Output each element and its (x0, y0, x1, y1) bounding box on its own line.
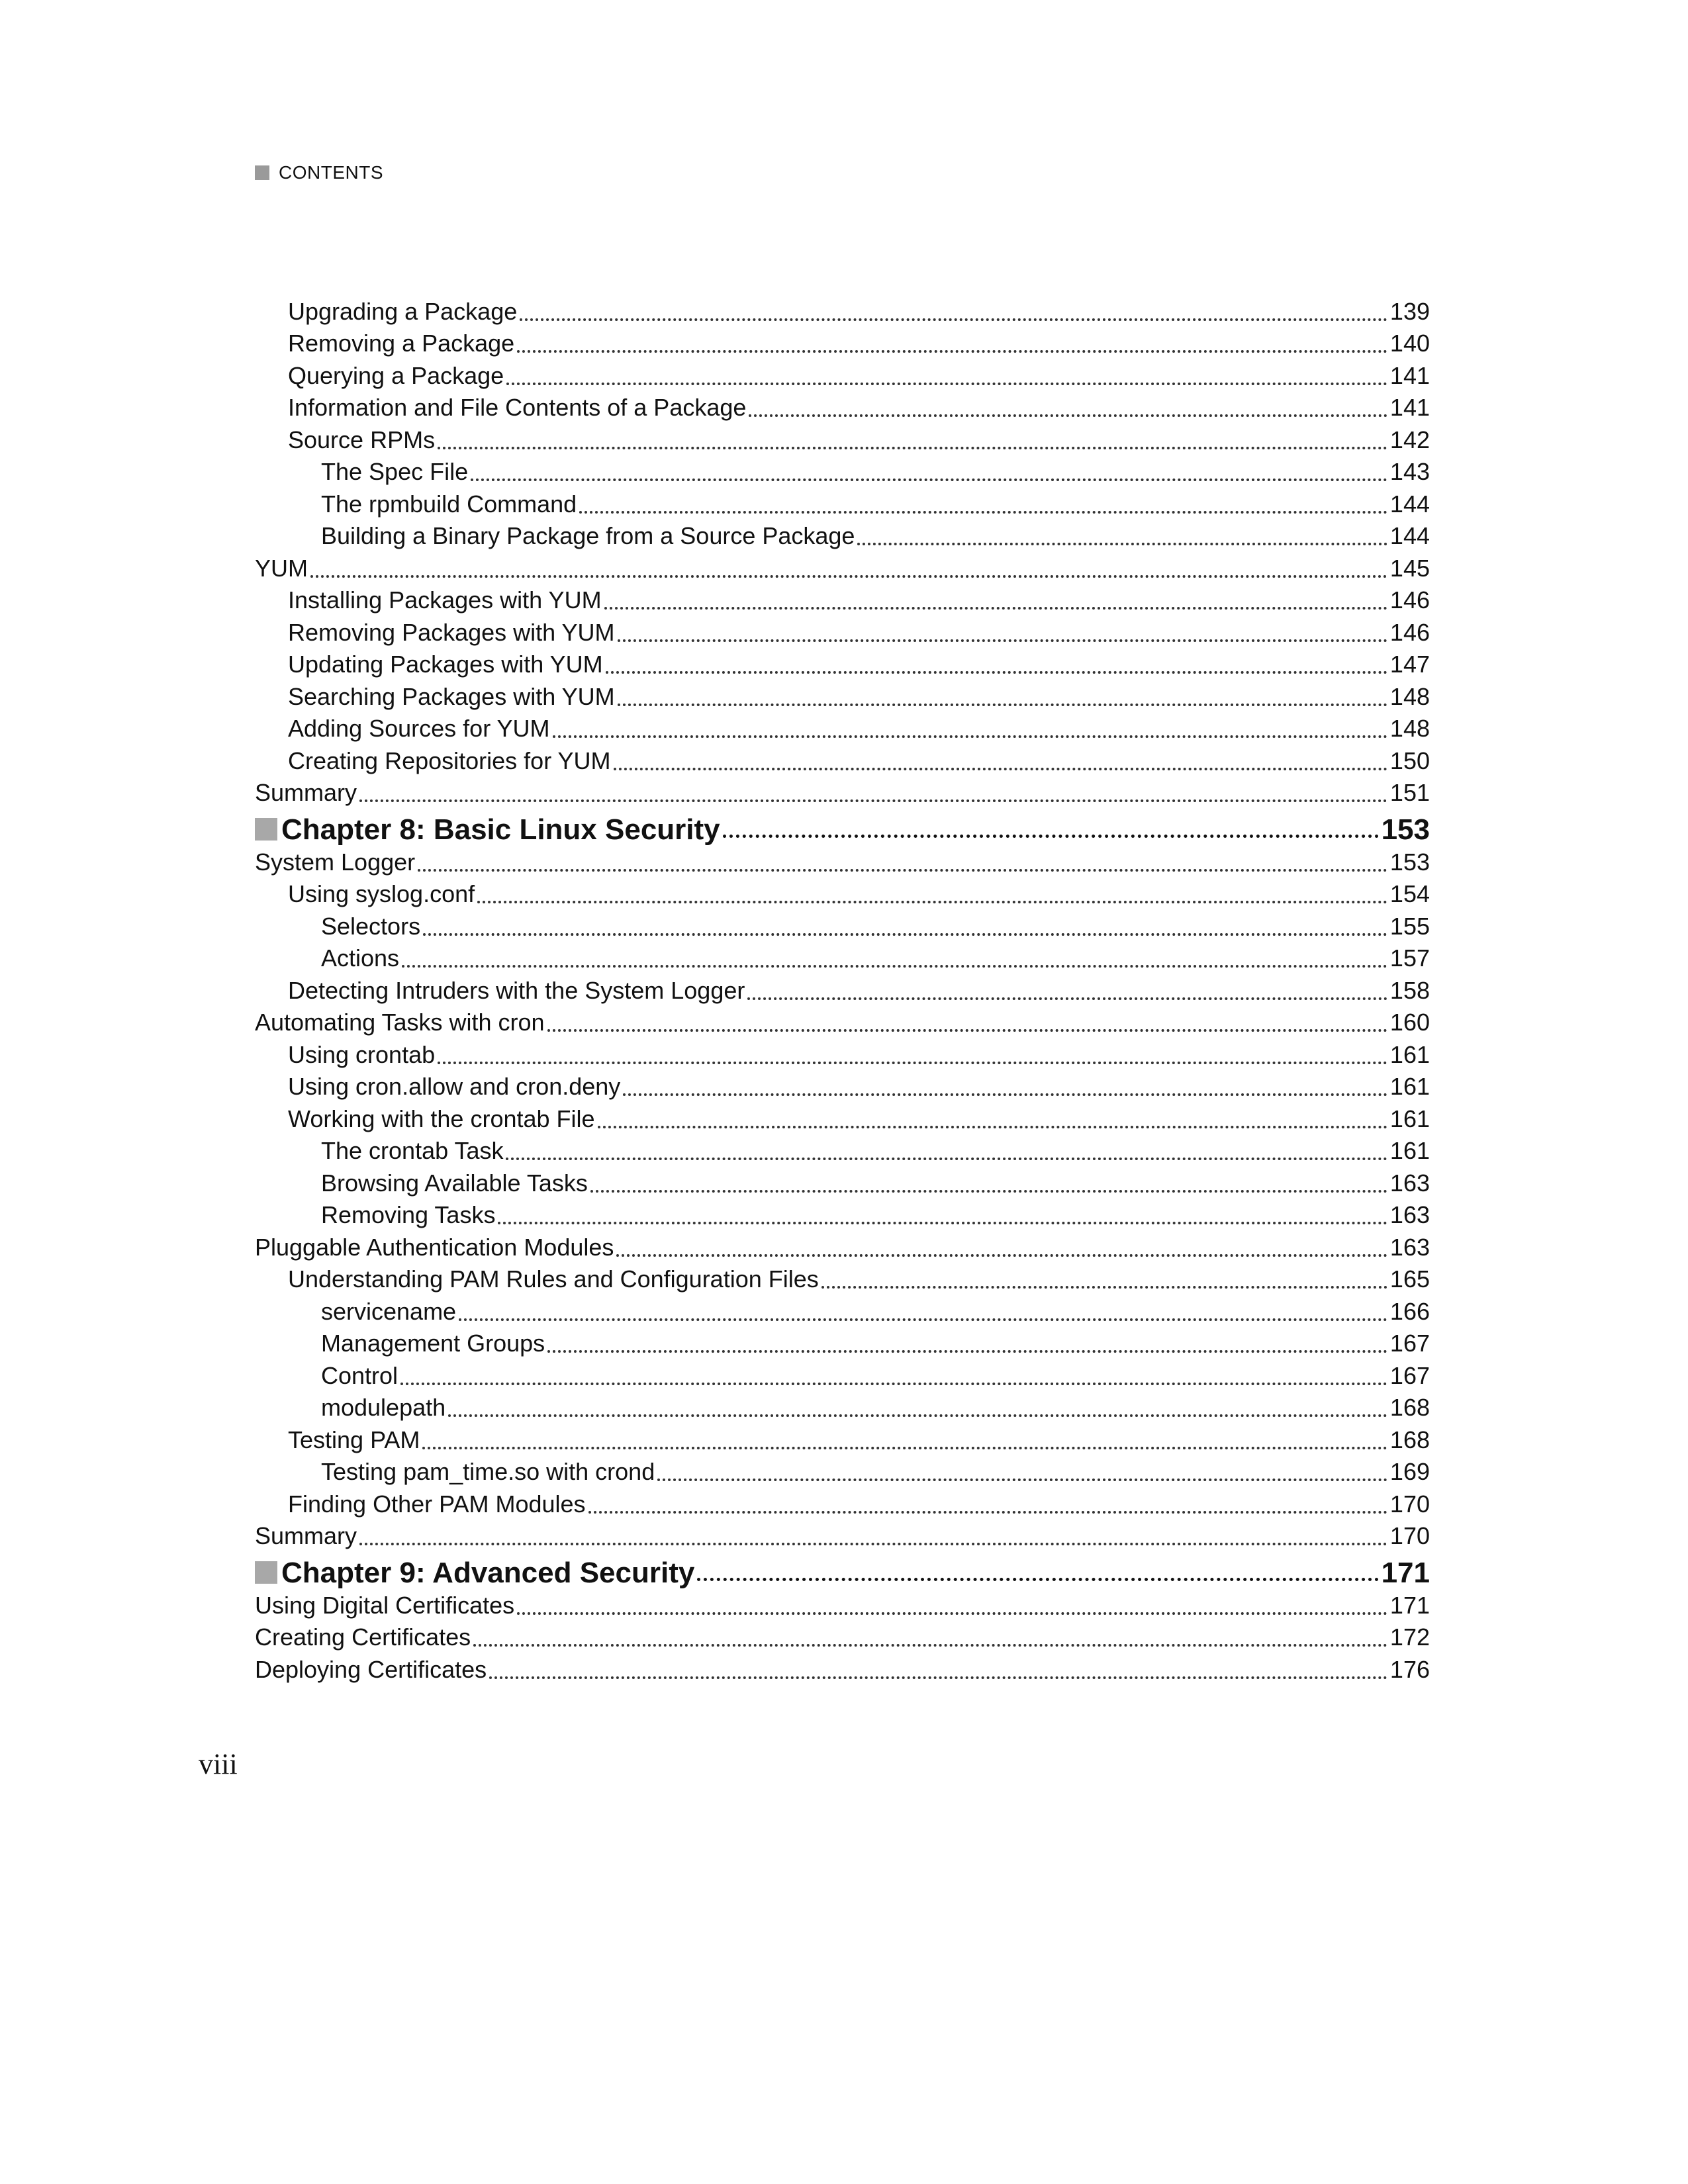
toc-entry[interactable] (255, 711, 1430, 744)
toc-entry-title: YUM (255, 554, 308, 582)
toc-entry-title: Browsing Available Tasks (321, 1169, 588, 1197)
toc-entry-page: 170 (1389, 1522, 1430, 1549)
toc-entry-page: 151 (1389, 779, 1430, 806)
dot-leader (400, 1376, 1387, 1385)
toc-entry-page: 148 (1389, 682, 1430, 710)
toc-entry[interactable] (255, 679, 1430, 711)
dot-leader (657, 1472, 1387, 1481)
dot-leader (598, 1119, 1387, 1128)
toc-entry-title: Installing Packages with YUM (288, 586, 602, 614)
toc-entry-page: 168 (1389, 1426, 1430, 1453)
dot-leader (517, 343, 1387, 353)
dot-leader (616, 1248, 1387, 1257)
toc-entry[interactable] (255, 647, 1430, 680)
toc-entry[interactable] (255, 743, 1430, 776)
chapter-square-icon (255, 818, 277, 841)
toc-entry-title: Creating Repositories for YUM (288, 747, 611, 774)
toc-entry[interactable] (255, 1588, 1430, 1620)
toc-entry-page: 167 (1389, 1330, 1430, 1357)
dot-leader (604, 600, 1387, 610)
dot-leader (747, 991, 1387, 1000)
toc-entry[interactable] (255, 1390, 1430, 1423)
toc-entry-title: Chapter 8: Basic Linux Security (281, 813, 720, 846)
toc-entry[interactable] (255, 1230, 1430, 1262)
toc-entry[interactable] (255, 1326, 1430, 1359)
toc-entry-title: Upgrading a Package (288, 297, 518, 325)
dot-leader (520, 312, 1387, 321)
toc-entry-page: 165 (1389, 1265, 1430, 1293)
dot-leader (697, 1571, 1378, 1581)
toc-entry[interactable] (255, 486, 1430, 519)
toc-entry-page: 172 (1389, 1623, 1430, 1651)
toc-entry-title: Source RPMs (288, 426, 436, 453)
toc-chapter-entry[interactable] (255, 807, 1430, 844)
toc-entry-title: Testing pam_time.so with crond (321, 1458, 655, 1485)
table-of-contents (255, 294, 1430, 1684)
dot-leader (547, 1343, 1387, 1353)
toc-entry[interactable] (255, 455, 1430, 487)
dot-leader (498, 1215, 1387, 1224)
toc-entry[interactable] (255, 1620, 1430, 1653)
toc-entry[interactable] (255, 776, 1430, 808)
toc-entry[interactable] (255, 973, 1430, 1005)
dot-leader (614, 761, 1387, 770)
dot-leader (310, 569, 1387, 578)
toc-entry-page: 141 (1389, 394, 1430, 421)
dot-leader (606, 664, 1387, 674)
toc-entry-page: 146 (1389, 618, 1430, 646)
running-header (255, 161, 383, 185)
dot-leader (579, 504, 1387, 514)
dot-leader (471, 472, 1387, 481)
toc-entry-title: Summary (255, 1522, 357, 1549)
toc-entry-page: 168 (1389, 1394, 1430, 1421)
toc-entry[interactable] (255, 1262, 1430, 1295)
toc-entry-page: 155 (1389, 912, 1430, 940)
dot-leader (517, 1606, 1387, 1615)
header-label: CONTENTS (279, 162, 383, 183)
toc-entry-title: Actions (321, 944, 400, 972)
toc-entry-title: servicename (321, 1297, 457, 1325)
toc-entry-title: Working with the crontab File (288, 1105, 595, 1132)
dot-leader (749, 408, 1387, 417)
toc-entry-title: Understanding PAM Rules and Configuration Files (288, 1265, 819, 1293)
toc-entry-page: 153 (1389, 848, 1430, 876)
toc-entry-page: 160 (1389, 1009, 1430, 1036)
toc-entry-title: Searching Packages with YUM (288, 682, 615, 710)
toc-entry[interactable] (255, 390, 1430, 423)
dot-leader (618, 633, 1387, 642)
toc-entry-page: 163 (1389, 1233, 1430, 1261)
dot-leader (418, 862, 1387, 872)
toc-entry-page: 163 (1389, 1169, 1430, 1197)
dot-leader (547, 1023, 1387, 1032)
dot-leader (402, 958, 1387, 968)
dot-leader (359, 793, 1387, 802)
toc-entry-page: 167 (1389, 1361, 1430, 1389)
toc-entry-page: 144 (1389, 490, 1430, 518)
toc-entry-page: 158 (1389, 976, 1430, 1004)
toc-entry-page: 150 (1389, 747, 1430, 774)
dot-leader (553, 729, 1387, 738)
toc-entry-title: Removing a Package (288, 330, 515, 357)
toc-entry-title: Using crontab (288, 1040, 436, 1068)
page-number: viii (199, 1748, 238, 1780)
toc-entry-page: 161 (1389, 1105, 1430, 1132)
toc-entry-page: 161 (1389, 1137, 1430, 1164)
dot-leader (623, 1087, 1387, 1096)
toc-entry-title: Deploying Certificates (255, 1655, 487, 1683)
toc-entry-title: Testing PAM (288, 1426, 420, 1453)
toc-entry-title: Detecting Intruders with the System Logger (288, 976, 745, 1004)
toc-entry-title: Control (321, 1361, 399, 1389)
toc-entry[interactable] (255, 1134, 1430, 1166)
toc-entry-title: System Logger (255, 848, 416, 876)
toc-entry-page: 176 (1389, 1655, 1430, 1683)
toc-entry-page: 141 (1389, 361, 1430, 389)
toc-entry-page: 161 (1389, 1040, 1430, 1068)
toc-entry[interactable] (255, 844, 1430, 877)
dot-leader (422, 1440, 1387, 1449)
toc-entry[interactable] (255, 941, 1430, 974)
toc-entry[interactable] (255, 519, 1430, 551)
header-square-icon (255, 165, 269, 180)
toc-entry[interactable] (255, 1069, 1430, 1102)
toc-entry-title: Removing Packages with YUM (288, 618, 615, 646)
toc-entry-title: Using Digital Certificates (255, 1591, 515, 1619)
toc-entry[interactable] (255, 1005, 1430, 1038)
toc-entry[interactable] (255, 294, 1430, 326)
dot-leader (590, 1183, 1387, 1193)
chapter-square-icon (255, 1561, 277, 1584)
toc-entry[interactable] (255, 1165, 1430, 1198)
toc-entry-page: 144 (1389, 522, 1430, 549)
dot-leader (857, 536, 1387, 545)
dot-leader (821, 1279, 1387, 1289)
toc-entry-title: Adding Sources for YUM (288, 715, 550, 742)
toc-entry-title: Removing Tasks (321, 1201, 496, 1228)
toc-entry[interactable] (255, 615, 1430, 647)
toc-entry[interactable] (255, 1652, 1430, 1684)
toc-entry[interactable] (255, 1422, 1430, 1455)
toc-entry-title: Pluggable Authentication Modules (255, 1233, 614, 1261)
toc-entry-page: 148 (1389, 715, 1430, 742)
dot-leader (506, 1151, 1387, 1160)
toc-entry-title: modulepath (321, 1394, 446, 1421)
toc-entry-title: Creating Certificates (255, 1623, 471, 1651)
toc-entry-page: 170 (1389, 1490, 1430, 1518)
toc-entry-title: Using cron.allow and cron.deny (288, 1073, 621, 1100)
toc-entry-page: 143 (1389, 458, 1430, 485)
toc-entry-page: 147 (1389, 651, 1430, 678)
toc-entry[interactable] (255, 1486, 1430, 1519)
toc-entry[interactable] (255, 1294, 1430, 1326)
toc-entry-title: Chapter 9: Advanced Security (281, 1557, 695, 1589)
toc-entry-page: 154 (1389, 880, 1430, 907)
toc-entry[interactable] (255, 583, 1430, 615)
dot-leader (359, 1536, 1387, 1545)
toc-entry-page: 140 (1389, 330, 1430, 357)
toc-entry-title: Automating Tasks with cron (255, 1009, 545, 1036)
dot-leader (506, 376, 1387, 385)
toc-entry-title: Updating Packages with YUM (288, 651, 603, 678)
toc-entry[interactable] (255, 1455, 1430, 1487)
toc-entry[interactable] (255, 1519, 1430, 1551)
toc-entry[interactable] (255, 326, 1430, 359)
toc-entry-title: The crontab Task (321, 1137, 504, 1164)
toc-entry-title: Building a Binary Package from a Source Package (321, 522, 855, 549)
toc-entry-page: 146 (1389, 586, 1430, 614)
dot-leader (438, 1055, 1387, 1064)
toc-entry-page: 157 (1389, 944, 1430, 972)
toc-entry-title: Summary (255, 779, 357, 806)
toc-entry-title: The Spec File (321, 458, 469, 485)
toc-entry-page: 161 (1389, 1073, 1430, 1100)
toc-entry[interactable] (255, 877, 1430, 909)
dot-leader (423, 927, 1387, 936)
toc-entry[interactable] (255, 422, 1430, 455)
toc-entry[interactable] (255, 1101, 1430, 1134)
toc-entry[interactable] (255, 551, 1430, 583)
toc-entry-title: Management Groups (321, 1330, 545, 1357)
toc-entry-page: 169 (1389, 1458, 1430, 1485)
dot-leader (489, 1670, 1387, 1679)
toc-entry-title: The rpmbuild Command (321, 490, 577, 518)
toc-entry-page: 171 (1381, 1557, 1430, 1589)
dot-leader (473, 1637, 1387, 1647)
toc-entry-title: Using syslog.conf (288, 880, 475, 907)
dot-leader (588, 1504, 1387, 1514)
toc-entry[interactable] (255, 1198, 1430, 1230)
toc-entry[interactable] (255, 909, 1430, 941)
toc-chapter-entry[interactable] (255, 1551, 1430, 1588)
toc-entry[interactable] (255, 1037, 1430, 1069)
toc-entry-page: 153 (1381, 813, 1430, 846)
toc-entry[interactable] (255, 358, 1430, 390)
toc-entry-page: 171 (1389, 1591, 1430, 1619)
toc-entry-title: Selectors (321, 912, 421, 940)
toc-entry-title: Querying a Package (288, 361, 504, 389)
dot-leader (723, 828, 1379, 838)
toc-entry-page: 142 (1389, 426, 1430, 453)
toc-entry[interactable] (255, 1358, 1430, 1390)
toc-entry-page: 163 (1389, 1201, 1430, 1228)
toc-entry-title: Information and File Contents of a Package (288, 394, 747, 421)
toc-entry-page: 166 (1389, 1297, 1430, 1325)
dot-leader (618, 697, 1387, 706)
dot-leader (477, 894, 1387, 903)
toc-entry-page: 145 (1389, 554, 1430, 582)
toc-entry-page: 139 (1389, 297, 1430, 325)
dot-leader (448, 1408, 1387, 1417)
dot-leader (438, 440, 1387, 449)
dot-leader (459, 1312, 1387, 1321)
toc-entry-title: Finding Other PAM Modules (288, 1490, 586, 1518)
